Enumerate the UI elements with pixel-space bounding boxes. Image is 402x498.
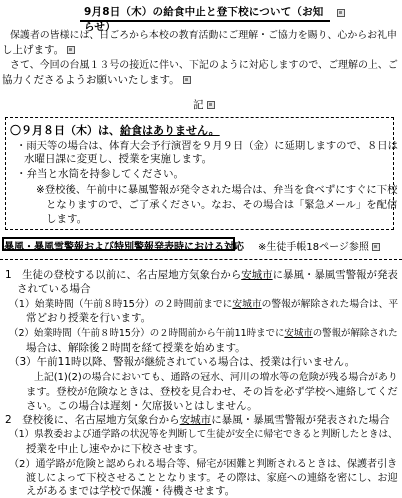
item-1-3-line-1: （3）午前11時以降、警報が継続されている場合は、授業は行いません。 bbox=[9, 356, 356, 368]
section-reference: ※生徒手帳18ページ参照 bbox=[258, 238, 380, 253]
notice-note-1: ※登校後、午前中に暴風警報が発令された場合は、弁当を食べずにすぐに下校 bbox=[36, 184, 398, 196]
notice-bullet-1: ・雨天等の場合は、体育大会予行演習を９月９日（金）に延期しますので、８日は bbox=[16, 140, 398, 152]
item-2-1-line-1: （1）県教委および通学路の状況等を判断して生徒が安全に帰宅できると判断したときは、 bbox=[9, 429, 398, 440]
page-title: 9月8日（木）の給食中止と登下校について（お知らせ） bbox=[84, 6, 324, 33]
item-1-1-line-1: （1）始業時間（午前８時15分）の２時間前までに安城市の警報が解除された場合は、平 bbox=[9, 299, 399, 310]
intro-line-4: 協力くださるようお願いいたします。 bbox=[2, 72, 191, 87]
notice-bullet-1-cont: 水曜日課に変更し、授業を実施します。 bbox=[24, 153, 213, 165]
notice-bullet-2: ・弁当と水筒を持参してください。 bbox=[16, 168, 184, 180]
intro-line-2: し上げます。 bbox=[2, 42, 75, 57]
dashed-separator bbox=[0, 259, 402, 260]
item-2-1-line-2: 授業を中止し速やかに下校させます。 bbox=[26, 443, 204, 455]
item-1-1-line-2: 常どおり授業を行います。 bbox=[26, 312, 152, 324]
item-1-3-line-3: ます。登校が危険なときは、登校を見合わせ、その旨を必ず学校へ連絡してくだ bbox=[26, 386, 398, 398]
paragraph-mark-icon bbox=[337, 9, 345, 17]
item-2-line-1: 2 登校後に、名古屋地方気象台から安城市に暴風・暴風雪警報が発表された場合 bbox=[5, 414, 390, 426]
item-1-line-1: 1 生徒の登校する以前に、名古屋地方気象台から安城市に暴風・暴風雪警報が発表 bbox=[5, 269, 398, 281]
item-2-2-line-3: えがあるまでは学校で保護・待機させます。 bbox=[26, 485, 236, 497]
notice-note-3: します。 bbox=[46, 213, 88, 225]
item-2-2-line-1: （2）通学路が危険と認められる場合等、帰宅が困難と判断されるときは、保護者引き bbox=[9, 459, 398, 470]
paragraph-mark-icon bbox=[207, 101, 215, 109]
item-1-2-line-1: （2）始業時間（午前８時15分）の２時間前から午前11時までに安城市の警報が解除された bbox=[9, 328, 398, 339]
notice-note-2: となりますので、ご了承ください。なお、その場合は「緊急メール」を配信 bbox=[46, 199, 398, 211]
paragraph-mark-icon bbox=[183, 76, 191, 84]
item-1-line-2: されている場合 bbox=[17, 283, 91, 295]
notice-date: 〇９月８日（木）は、給食はありません。 bbox=[10, 124, 220, 137]
paragraph-mark-icon bbox=[67, 46, 75, 54]
section-heading: 暴風・暴風雪警報および特別警報発表時における対応 bbox=[4, 242, 244, 253]
item-1-3-line-4: さい。この場合は遅刻・欠席扱いとはしません。 bbox=[26, 400, 258, 412]
item-2-2-line-2: 渡しによって下校させることとなります。その際は、家庭への連絡を密にし、お迎 bbox=[26, 473, 398, 484]
ki-heading: 記 bbox=[193, 97, 215, 112]
item-1-2-line-2: 場合は、解除後２時間を経て授業を始めます。 bbox=[26, 342, 246, 354]
title-underline bbox=[80, 3, 330, 33]
intro-line-3: さて、今回の台風１３号の接近に伴い、下記のように対応しますので、ご理解の上、ご bbox=[10, 60, 398, 71]
intro-line-1: 保護者の皆様には、日ごろから本校の教育活動にご理解・ご協力を賜り、心からお礼申 bbox=[10, 30, 397, 41]
item-1-3-line-2: 上記(1)(2)の場合においても、通路の冠水、河川の増水等の危険が残る場合があり bbox=[34, 372, 398, 383]
paragraph-mark-icon bbox=[372, 243, 380, 251]
